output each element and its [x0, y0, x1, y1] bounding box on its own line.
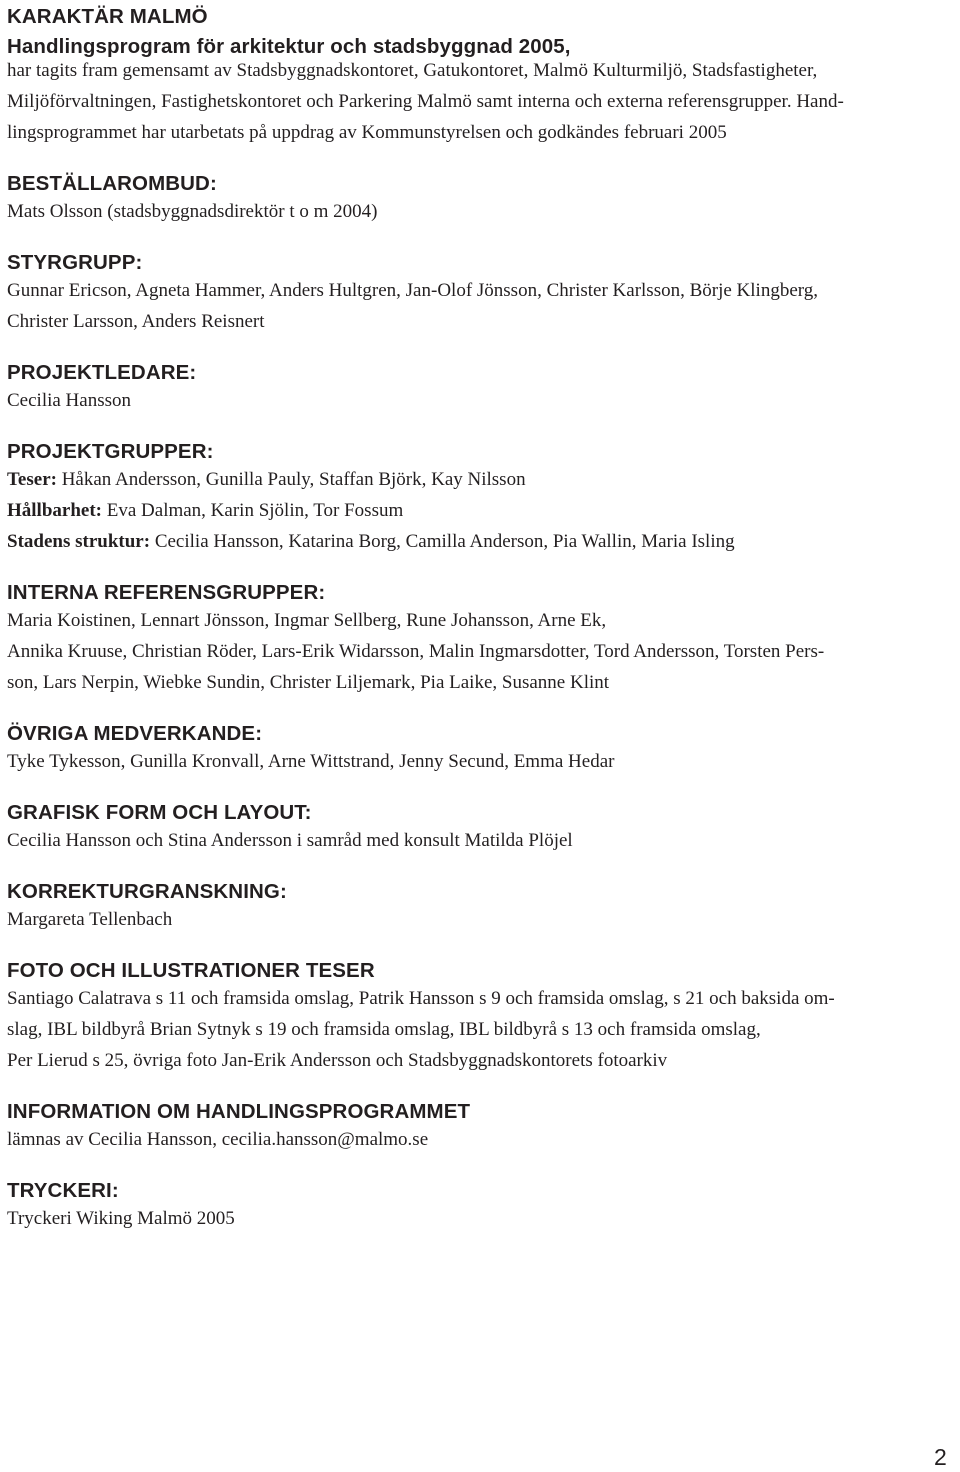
section-text-bestallarombud	[7, 196, 947, 227]
text-line: son, Lars Nerpin, Wiebke Sundin, Christer Liljemark, Pia Laike, Susanne Klint	[7, 672, 610, 693]
text-line: Santiago Calatrava s 11 och framsida omslag, Patrik Hansson s 9 och framsida omslag, s 21 och baksida om-	[7, 988, 835, 1009]
section-text-grafisk	[7, 825, 947, 856]
group-names: Cecilia Hansson, Katarina Borg, Camilla Anderson, Pia Wallin, Maria Isling	[150, 531, 735, 552]
page-number: 2	[934, 1444, 947, 1470]
section-text-korrektur	[7, 904, 947, 935]
text-line: Tryckeri Wiking Malmö 2005	[7, 1208, 235, 1229]
section-heading-interna: INTERNA REFERENSGRUPPER:	[7, 581, 326, 604]
group-label: Teser:	[7, 469, 57, 490]
section-text-information	[7, 1124, 947, 1155]
text-line: Christer Larsson, Anders Reisnert	[7, 311, 265, 332]
section-heading-korrektur: KORREKTURGRANSKNING:	[7, 880, 287, 903]
text-line: Margareta Tellenbach	[7, 909, 173, 930]
section-text-ovriga	[7, 746, 947, 777]
section-text-projektgrupper	[7, 464, 947, 557]
intro-line: Miljöförvaltningen, Fastighetskontoret och Parkering Malmö samt interna och externa referensgrupper. Hand-	[7, 91, 844, 112]
group-names: Eva Dalman, Karin Sjölin, Tor Fossum	[102, 500, 404, 521]
text-line: slag, IBL bildbyrå Brian Sytnyk s 19 och framsida omslag, IBL bildbyrå s 13 och framsida omslag,	[7, 1019, 761, 1040]
document-subtitle: Handlingsprogram för arkitektur och stadsbyggnad 2005,	[7, 35, 571, 58]
section-heading-ovriga: ÖVRIGA MEDVERKANDE:	[7, 722, 263, 745]
section-heading-projektgrupper: PROJEKTGRUPPER:	[7, 440, 214, 463]
section-heading-bestallarombud: BESTÄLLAROMBUD:	[7, 172, 217, 195]
section-heading-grafisk: GRAFISK FORM OCH LAYOUT:	[7, 801, 312, 824]
section-text-projektledare	[7, 385, 947, 416]
credits-page	[7, 0, 947, 1234]
text-line: Cecilia Hansson och Stina Andersson i samråd med konsult Matilda Plöjel	[7, 830, 573, 851]
text-line: Annika Kruuse, Christian Röder, Lars-Erik Widarsson, Malin Ingmarsdotter, Tord Andersson, Torsten Pers-	[7, 641, 825, 662]
text-line: Cecilia Hansson	[7, 390, 132, 411]
section-text-foto	[7, 983, 947, 1076]
text-line: Maria Koistinen, Lennart Jönsson, Ingmar Sellberg, Rune Johansson, Arne Ek,	[7, 610, 607, 631]
group-label: Hållbarhet:	[7, 500, 102, 521]
section-heading-tryckeri: TRYCKERI:	[7, 1179, 119, 1202]
text-line: Gunnar Ericson, Agneta Hammer, Anders Hultgren, Jan-Olof Jönsson, Christer Karlsson, Börje Klingberg,	[7, 280, 818, 301]
section-text-tryckeri	[7, 1203, 947, 1234]
document-title: KARAKTÄR MALMÖ	[7, 5, 208, 28]
group-line-stadens-struktur	[7, 526, 947, 557]
group-line-teser	[7, 464, 947, 495]
text-line: Tyke Tykesson, Gunilla Kronvall, Arne Wittstrand, Jenny Secund, Emma Hedar	[7, 751, 615, 772]
intro-paragraph	[7, 55, 947, 148]
text-line: lämnas av Cecilia Hansson, cecilia.hansson@malmo.se	[7, 1129, 429, 1150]
intro-line: lingsprogrammet har utarbetats på uppdrag av Kommunstyrelsen och godkändes februari 2005	[7, 122, 727, 143]
intro-line: har tagits fram gemensamt av Stadsbyggnadskontoret, Gatukontoret, Malmö Kulturmiljö, Stadsfastigheter,	[7, 60, 818, 81]
section-text-interna	[7, 605, 947, 698]
section-heading-information: INFORMATION OM HANDLINGSPROGRAMMET	[7, 1100, 471, 1123]
section-heading-styrgrupp: STYRGRUPP:	[7, 251, 143, 274]
section-text-styrgrupp	[7, 275, 947, 337]
text-line: Per Lierud s 25, övriga foto Jan-Erik Andersson och Stadsbyggnadskontorets fotoarkiv	[7, 1050, 668, 1071]
section-heading-foto: FOTO OCH ILLUSTRATIONER TESER	[7, 959, 375, 982]
section-heading-projektledare: PROJEKTLEDARE:	[7, 361, 197, 384]
group-line-hallbarhet	[7, 495, 947, 526]
group-names: Håkan Andersson, Gunilla Pauly, Staffan Björk, Kay Nilsson	[56, 469, 526, 490]
text-line: Mats Olsson (stadsbyggnadsdirektör t o m 2004)	[7, 201, 378, 222]
group-label: Stadens struktur:	[7, 531, 151, 552]
